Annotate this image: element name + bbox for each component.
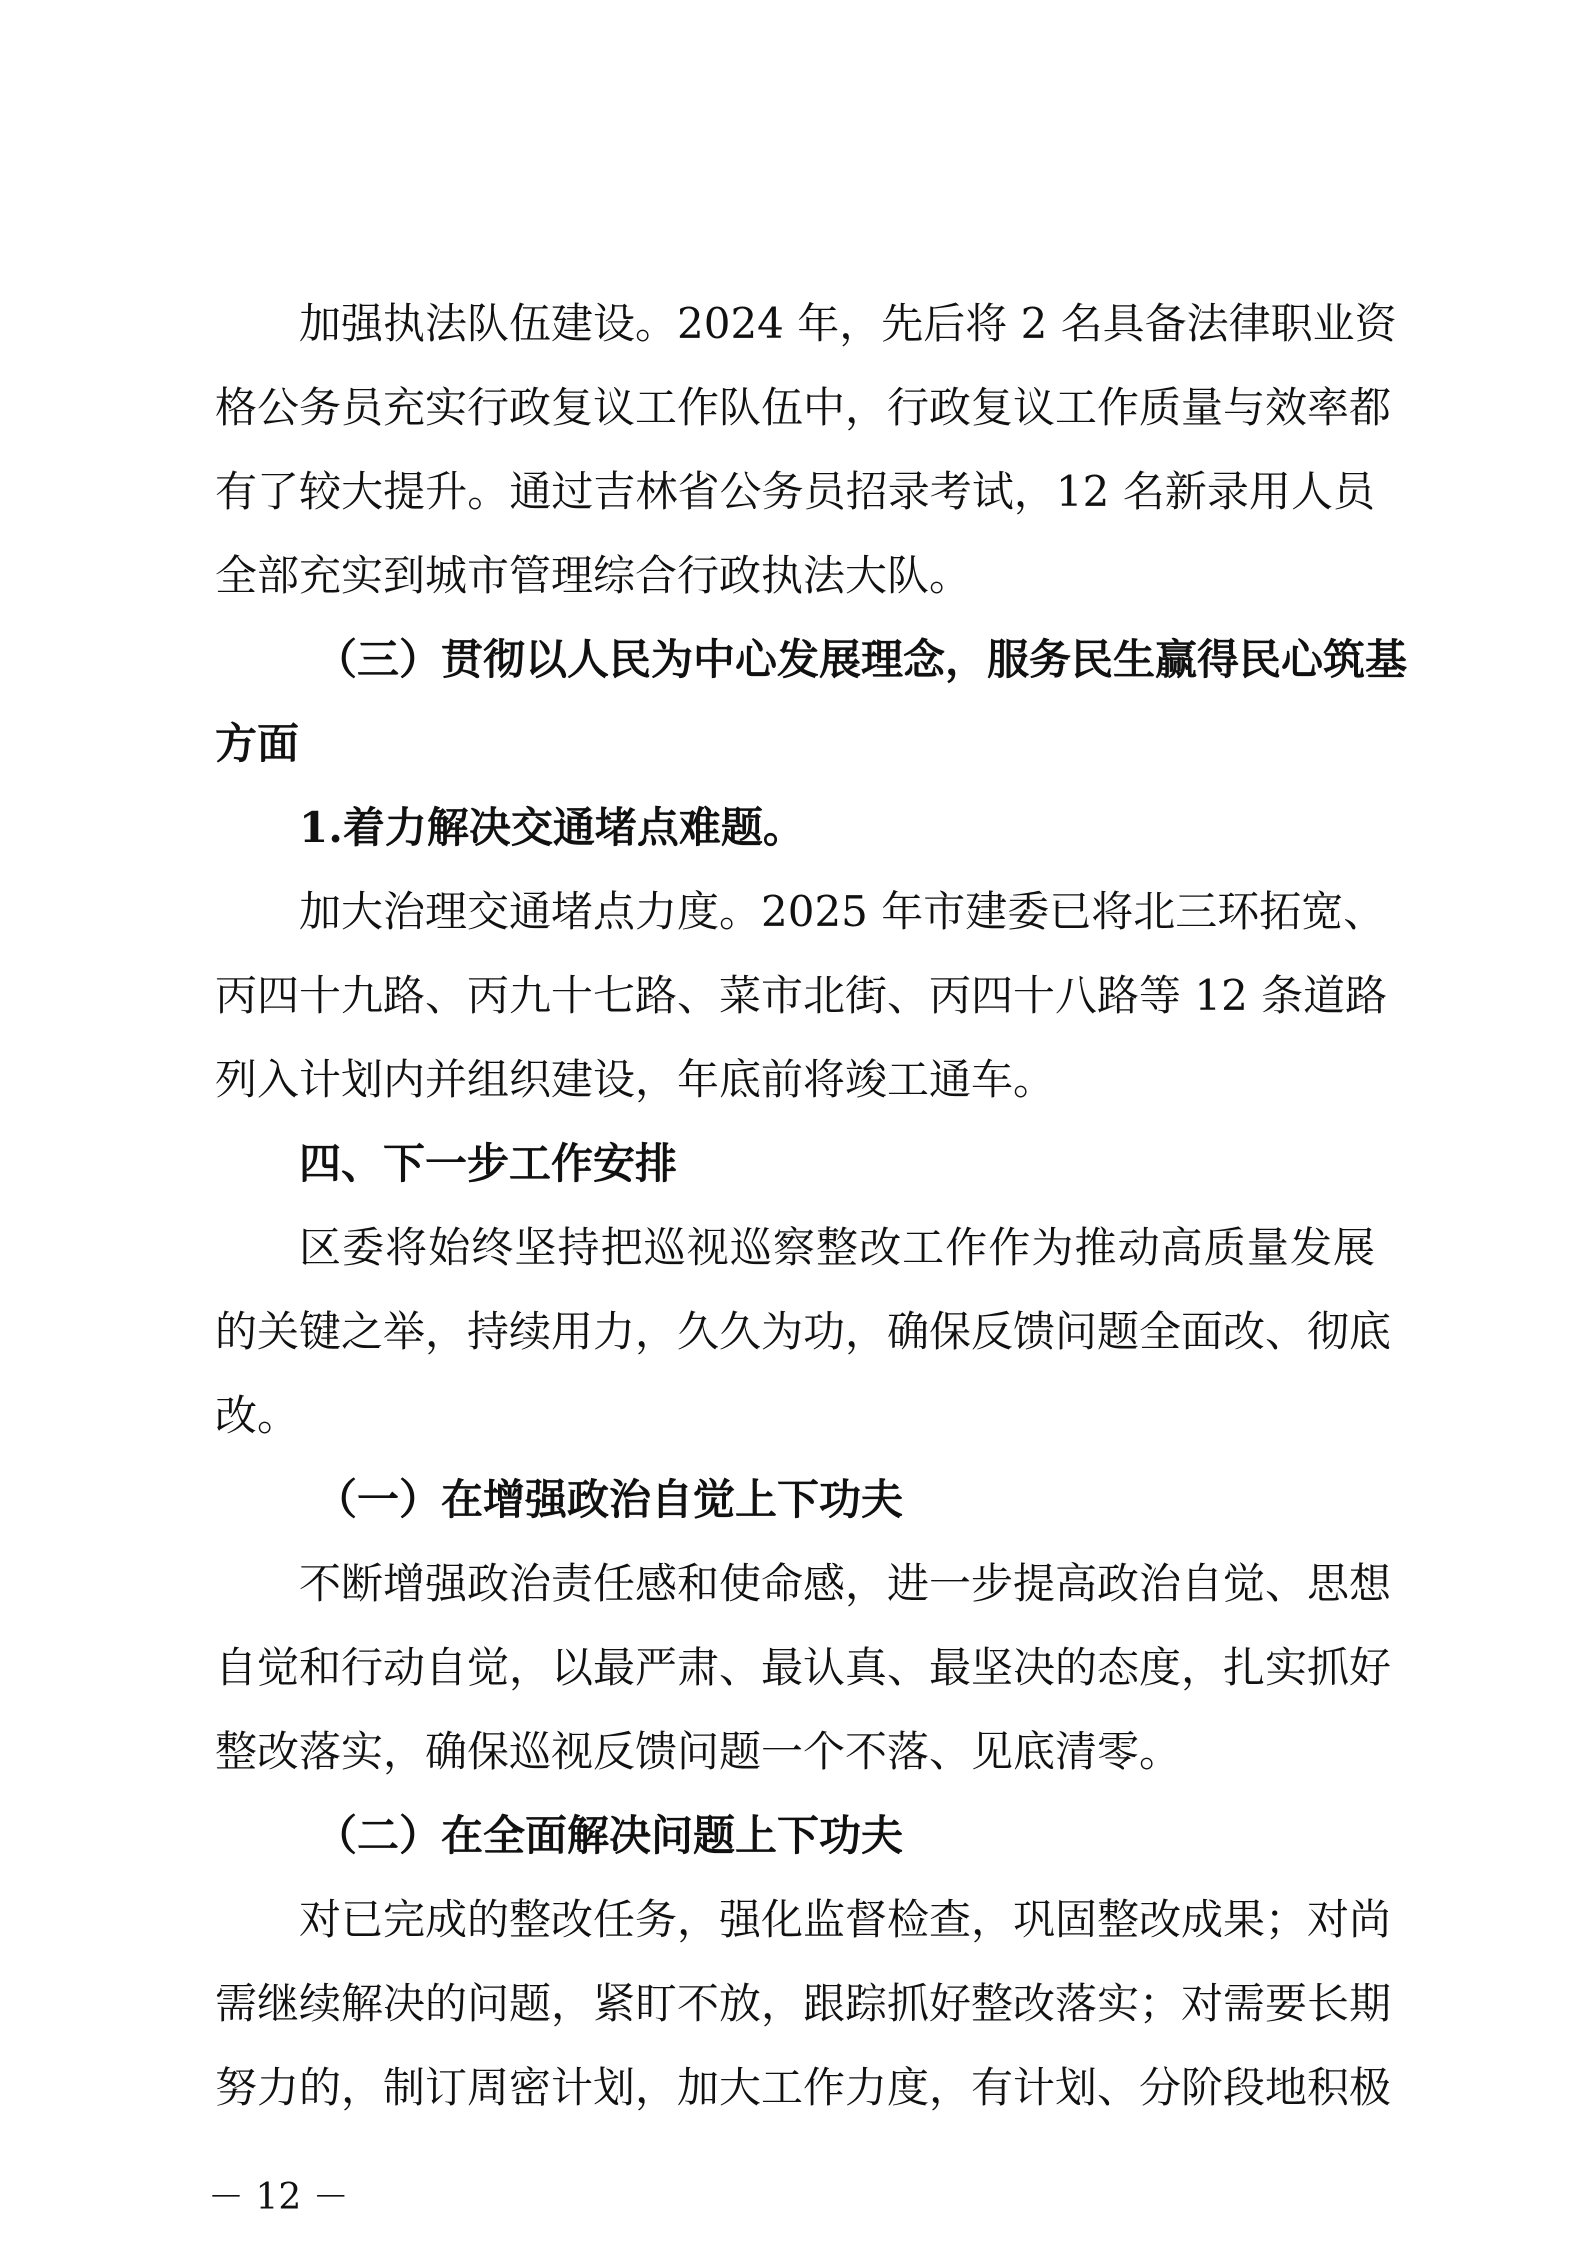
paragraph-line: 有了较大提升。通过吉林省公务员招录考试，12 名新录用人员: [215, 467, 1375, 516]
paragraph-line: 努力的，制订周密计划，加大工作力度，有计划、分阶段地积极: [215, 2063, 1392, 2112]
paragraph-line: 的关键之举，持续用力，久久为功，确保反馈问题全面改、彻底: [215, 1307, 1392, 1356]
section-heading: （二）在全面解决问题上下功夫: [315, 1811, 904, 1860]
paragraph-line: 丙四十九路、丙九十七路、菜市北街、丙四十八路等 12 条道路: [215, 971, 1388, 1020]
paragraph-line: 格公务员充实行政复议工作队伍中，行政复议工作质量与效率都: [215, 383, 1392, 432]
paragraph-line: 全部充实到城市管理综合行政执法大队。: [215, 551, 972, 600]
paragraph-line: 不断增强政治责任感和使命感，进一步提高政治自觉、思想: [299, 1559, 1392, 1608]
chapter-heading: 四、下一步工作安排: [299, 1139, 678, 1188]
paragraph-line: 整改落实，确保巡视反馈问题一个不落、见底清零。: [215, 1727, 1182, 1776]
paragraph-line: 加强执法队伍建设。2024 年，先后将 2 名具备法律职业资: [299, 299, 1397, 348]
section-heading: （一）在增强政治自觉上下功夫: [315, 1475, 904, 1524]
section-heading: （三）贯彻以人民为中心发展理念，服务民生赢得民心筑基: [315, 635, 1408, 684]
paragraph-line: 列入计划内并组织建设，年底前将竣工通车。: [215, 1055, 1056, 1104]
page-number: － 12 －: [208, 2177, 349, 2218]
section-heading-continuation: 方面: [215, 719, 300, 768]
paragraph-line: 区委将始终坚持把巡视巡察整改工作作为推动高质量发展: [299, 1223, 1375, 1272]
paragraph-line: 改。: [215, 1391, 300, 1440]
paragraph-line: 对已完成的整改任务，强化监督检查，巩固整改成果；对尚: [299, 1895, 1392, 1944]
paragraph-line: 自觉和行动自觉，以最严肃、最认真、最坚决的态度，扎实抓好: [215, 1643, 1392, 1692]
paragraph-line: 需继续解决的问题，紧盯不放，跟踪抓好整改落实；对需要长期: [215, 1979, 1392, 2028]
paragraph-line: 加大治理交通堵点力度。2025 年市建委已将北三环拓宽、: [299, 887, 1386, 936]
subsection-heading: 1.着力解决交通堵点难题。: [299, 803, 805, 852]
